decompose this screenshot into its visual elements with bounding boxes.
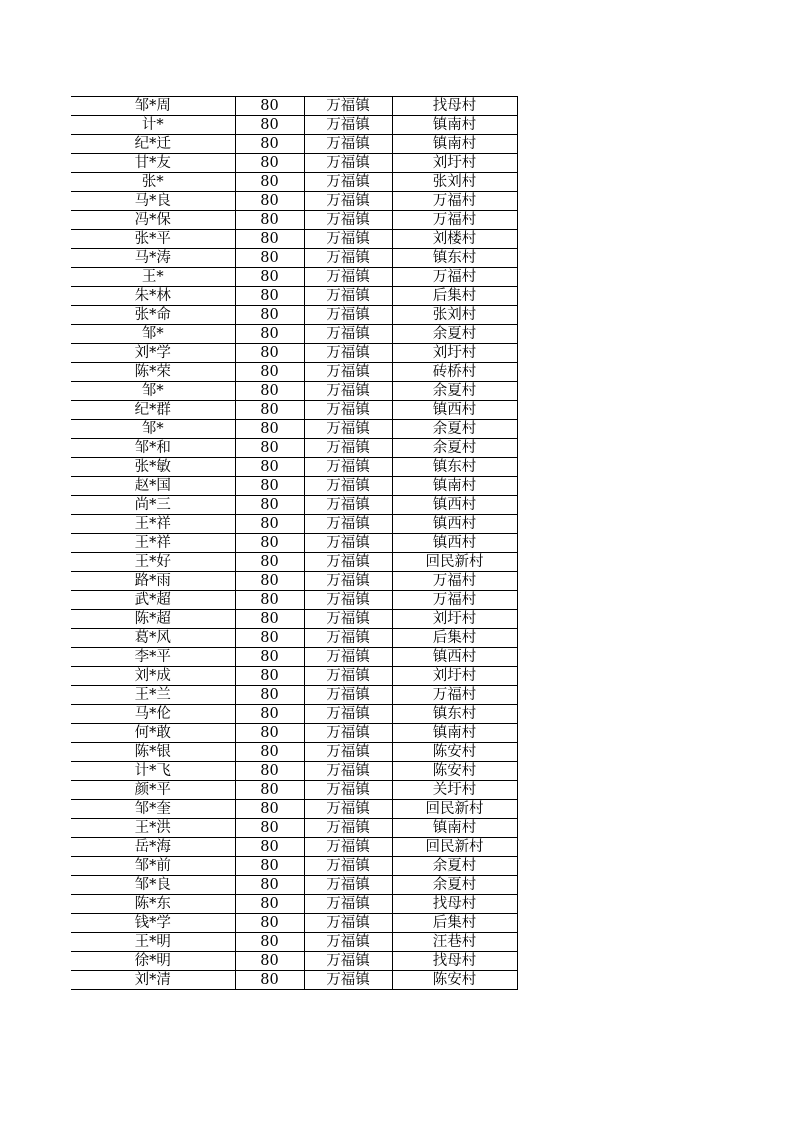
table-row: [71, 420, 517, 439]
table-row: [71, 743, 517, 762]
village-cell: 镇南村: [392, 116, 517, 135]
town-cell: 万福镇: [304, 705, 392, 724]
amount-cell: 80: [235, 230, 304, 249]
town-cell: 万福镇: [304, 781, 392, 800]
town-cell: 万福镇: [304, 610, 392, 629]
amount-cell: 80: [235, 591, 304, 610]
village-cell: 张刘村: [392, 306, 517, 325]
table-row: [71, 477, 517, 496]
town-cell: 万福镇: [304, 401, 392, 420]
amount-cell: 80: [235, 363, 304, 382]
amount-cell: 80: [235, 287, 304, 306]
town-cell: 万福镇: [304, 952, 392, 971]
table-row: [71, 135, 517, 154]
town-cell: 万福镇: [304, 458, 392, 477]
name-cell: 张*平: [71, 230, 235, 249]
amount-cell: 80: [235, 97, 304, 116]
amount-cell: 80: [235, 534, 304, 553]
name-cell: 陈*银: [71, 743, 235, 762]
name-cell: 刘*学: [71, 344, 235, 363]
town-cell: 万福镇: [304, 724, 392, 743]
village-cell: 余夏村: [392, 857, 517, 876]
town-cell: 万福镇: [304, 895, 392, 914]
village-cell: 余夏村: [392, 876, 517, 895]
town-cell: 万福镇: [304, 325, 392, 344]
amount-cell: 80: [235, 306, 304, 325]
town-cell: 万福镇: [304, 344, 392, 363]
village-cell: 找母村: [392, 97, 517, 116]
name-cell: 朱*林: [71, 287, 235, 306]
village-cell: 汪巷村: [392, 933, 517, 952]
name-cell: 徐*明: [71, 952, 235, 971]
table-row: [71, 895, 517, 914]
table-row: [71, 515, 517, 534]
amount-cell: 80: [235, 800, 304, 819]
amount-cell: 80: [235, 610, 304, 629]
village-cell: 陈安村: [392, 971, 517, 990]
name-cell: 颜*平: [71, 781, 235, 800]
name-cell: 王*好: [71, 553, 235, 572]
village-cell: 万福村: [392, 192, 517, 211]
village-cell: 后集村: [392, 629, 517, 648]
name-cell: 陈*超: [71, 610, 235, 629]
village-cell: 刘圩村: [392, 154, 517, 173]
amount-cell: 80: [235, 895, 304, 914]
table-row: [71, 705, 517, 724]
village-cell: 镇东村: [392, 249, 517, 268]
village-cell: 后集村: [392, 914, 517, 933]
village-cell: 镇西村: [392, 496, 517, 515]
town-cell: 万福镇: [304, 420, 392, 439]
town-cell: 万福镇: [304, 743, 392, 762]
village-cell: 陈安村: [392, 743, 517, 762]
amount-cell: 80: [235, 268, 304, 287]
town-cell: 万福镇: [304, 363, 392, 382]
table-row: [71, 667, 517, 686]
table-row: [71, 534, 517, 553]
name-cell: 王*: [71, 268, 235, 287]
table-row: [71, 629, 517, 648]
name-cell: 钱*学: [71, 914, 235, 933]
amount-cell: 80: [235, 135, 304, 154]
village-cell: 万福村: [392, 686, 517, 705]
village-cell: 镇南村: [392, 477, 517, 496]
town-cell: 万福镇: [304, 135, 392, 154]
town-cell: 万福镇: [304, 686, 392, 705]
village-cell: 镇东村: [392, 458, 517, 477]
town-cell: 万福镇: [304, 477, 392, 496]
village-cell: 万福村: [392, 211, 517, 230]
name-cell: 王*明: [71, 933, 235, 952]
amount-cell: 80: [235, 344, 304, 363]
village-cell: 万福村: [392, 572, 517, 591]
table-row: [71, 971, 517, 990]
amount-cell: 80: [235, 838, 304, 857]
name-cell: 刘*清: [71, 971, 235, 990]
table-row: [71, 249, 517, 268]
table-row: [71, 401, 517, 420]
village-cell: 回民新村: [392, 838, 517, 857]
table-row: [71, 325, 517, 344]
table-row: [71, 857, 517, 876]
name-cell: 尚*三: [71, 496, 235, 515]
name-cell: 王*祥: [71, 515, 235, 534]
table-row: [71, 572, 517, 591]
table-row: [71, 724, 517, 743]
village-cell: 镇南村: [392, 135, 517, 154]
table-row: [71, 610, 517, 629]
table-row: [71, 211, 517, 230]
town-cell: 万福镇: [304, 534, 392, 553]
amount-cell: 80: [235, 477, 304, 496]
table-body: [71, 97, 517, 990]
table-row: [71, 838, 517, 857]
name-cell: 邹*和: [71, 439, 235, 458]
town-cell: 万福镇: [304, 230, 392, 249]
amount-cell: 80: [235, 553, 304, 572]
town-cell: 万福镇: [304, 857, 392, 876]
name-cell: 李*平: [71, 648, 235, 667]
village-cell: 刘圩村: [392, 344, 517, 363]
amount-cell: 80: [235, 458, 304, 477]
village-cell: 余夏村: [392, 420, 517, 439]
name-cell: 张*敏: [71, 458, 235, 477]
village-cell: 镇西村: [392, 401, 517, 420]
town-cell: 万福镇: [304, 648, 392, 667]
table-row: [71, 154, 517, 173]
town-cell: 万福镇: [304, 838, 392, 857]
village-cell: 陈安村: [392, 762, 517, 781]
village-cell: 镇西村: [392, 515, 517, 534]
amount-cell: 80: [235, 211, 304, 230]
amount-cell: 80: [235, 781, 304, 800]
amount-cell: 80: [235, 971, 304, 990]
name-cell: 陈*东: [71, 895, 235, 914]
town-cell: 万福镇: [304, 306, 392, 325]
amount-cell: 80: [235, 515, 304, 534]
town-cell: 万福镇: [304, 553, 392, 572]
village-cell: 余夏村: [392, 439, 517, 458]
name-cell: 冯*保: [71, 211, 235, 230]
amount-cell: 80: [235, 439, 304, 458]
town-cell: 万福镇: [304, 591, 392, 610]
name-cell: 计*飞: [71, 762, 235, 781]
village-cell: 回民新村: [392, 800, 517, 819]
village-cell: 刘圩村: [392, 667, 517, 686]
name-cell: 岳*海: [71, 838, 235, 857]
town-cell: 万福镇: [304, 933, 392, 952]
town-cell: 万福镇: [304, 192, 392, 211]
name-cell: 邹*奎: [71, 800, 235, 819]
town-cell: 万福镇: [304, 572, 392, 591]
village-cell: 回民新村: [392, 553, 517, 572]
amount-cell: 80: [235, 857, 304, 876]
table-row: [71, 192, 517, 211]
village-cell: 找母村: [392, 952, 517, 971]
name-cell: 甘*友: [71, 154, 235, 173]
name-cell: 张*命: [71, 306, 235, 325]
town-cell: 万福镇: [304, 667, 392, 686]
table-row: [71, 800, 517, 819]
table-row: [71, 344, 517, 363]
name-cell: 陈*荣: [71, 363, 235, 382]
name-cell: 邹*良: [71, 876, 235, 895]
amount-cell: 80: [235, 952, 304, 971]
amount-cell: 80: [235, 724, 304, 743]
name-cell: 何*敢: [71, 724, 235, 743]
village-cell: 后集村: [392, 287, 517, 306]
town-cell: 万福镇: [304, 629, 392, 648]
town-cell: 万福镇: [304, 439, 392, 458]
village-cell: 刘圩村: [392, 610, 517, 629]
name-cell: 邹*: [71, 382, 235, 401]
amount-cell: 80: [235, 819, 304, 838]
name-cell: 邹*: [71, 325, 235, 344]
amount-cell: 80: [235, 401, 304, 420]
town-cell: 万福镇: [304, 97, 392, 116]
village-cell: 余夏村: [392, 382, 517, 401]
table-row: [71, 173, 517, 192]
table-row: [71, 496, 517, 515]
table-row: [71, 439, 517, 458]
amount-cell: 80: [235, 667, 304, 686]
name-cell: 计*: [71, 116, 235, 135]
amount-cell: 80: [235, 154, 304, 173]
town-cell: 万福镇: [304, 515, 392, 534]
name-cell: 马*伦: [71, 705, 235, 724]
name-cell: 邹*: [71, 420, 235, 439]
table-row: [71, 268, 517, 287]
village-cell: 找母村: [392, 895, 517, 914]
table-row: [71, 819, 517, 838]
table-row: [71, 116, 517, 135]
amount-cell: 80: [235, 914, 304, 933]
amount-cell: 80: [235, 496, 304, 515]
town-cell: 万福镇: [304, 173, 392, 192]
amount-cell: 80: [235, 705, 304, 724]
amount-cell: 80: [235, 249, 304, 268]
table-row: [71, 686, 517, 705]
name-cell: 邹*周: [71, 97, 235, 116]
town-cell: 万福镇: [304, 211, 392, 230]
table-row: [71, 876, 517, 895]
amount-cell: 80: [235, 173, 304, 192]
name-cell: 纪*迁: [71, 135, 235, 154]
table-row: [71, 914, 517, 933]
table-row: [71, 952, 517, 971]
town-cell: 万福镇: [304, 268, 392, 287]
table-row: [71, 458, 517, 477]
table-row: [71, 97, 517, 116]
table-row: [71, 591, 517, 610]
town-cell: 万福镇: [304, 154, 392, 173]
name-cell: 路*雨: [71, 572, 235, 591]
table-row: [71, 648, 517, 667]
name-cell: 赵*国: [71, 477, 235, 496]
town-cell: 万福镇: [304, 819, 392, 838]
village-cell: 镇南村: [392, 724, 517, 743]
village-cell: 镇东村: [392, 705, 517, 724]
town-cell: 万福镇: [304, 287, 392, 306]
amount-cell: 80: [235, 762, 304, 781]
village-cell: 万福村: [392, 591, 517, 610]
amount-cell: 80: [235, 933, 304, 952]
table-row: [71, 382, 517, 401]
amount-cell: 80: [235, 876, 304, 895]
table-row: [71, 306, 517, 325]
table-row: [71, 287, 517, 306]
data-table: [71, 96, 518, 990]
name-cell: 刘*成: [71, 667, 235, 686]
town-cell: 万福镇: [304, 116, 392, 135]
amount-cell: 80: [235, 686, 304, 705]
town-cell: 万福镇: [304, 249, 392, 268]
table-row: [71, 363, 517, 382]
name-cell: 葛*风: [71, 629, 235, 648]
amount-cell: 80: [235, 382, 304, 401]
town-cell: 万福镇: [304, 876, 392, 895]
name-cell: 马*良: [71, 192, 235, 211]
amount-cell: 80: [235, 420, 304, 439]
village-cell: 砖桥村: [392, 363, 517, 382]
amount-cell: 80: [235, 629, 304, 648]
amount-cell: 80: [235, 116, 304, 135]
village-cell: 镇西村: [392, 648, 517, 667]
village-cell: 万福村: [392, 268, 517, 287]
table-row: [71, 553, 517, 572]
town-cell: 万福镇: [304, 971, 392, 990]
village-cell: 镇西村: [392, 534, 517, 553]
name-cell: 张*: [71, 173, 235, 192]
name-cell: 武*超: [71, 591, 235, 610]
amount-cell: 80: [235, 192, 304, 211]
table-row: [71, 230, 517, 249]
name-cell: 王*兰: [71, 686, 235, 705]
table-row: [71, 933, 517, 952]
table-row: [71, 762, 517, 781]
amount-cell: 80: [235, 743, 304, 762]
amount-cell: 80: [235, 648, 304, 667]
table-row: [71, 781, 517, 800]
town-cell: 万福镇: [304, 914, 392, 933]
town-cell: 万福镇: [304, 496, 392, 515]
village-cell: 镇南村: [392, 819, 517, 838]
amount-cell: 80: [235, 572, 304, 591]
amount-cell: 80: [235, 325, 304, 344]
name-cell: 王*洪: [71, 819, 235, 838]
name-cell: 邹*前: [71, 857, 235, 876]
village-cell: 关圩村: [392, 781, 517, 800]
village-cell: 张刘村: [392, 173, 517, 192]
town-cell: 万福镇: [304, 382, 392, 401]
name-cell: 纪*群: [71, 401, 235, 420]
village-cell: 刘楼村: [392, 230, 517, 249]
village-cell: 余夏村: [392, 325, 517, 344]
town-cell: 万福镇: [304, 762, 392, 781]
name-cell: 马*涛: [71, 249, 235, 268]
name-cell: 王*祥: [71, 534, 235, 553]
town-cell: 万福镇: [304, 800, 392, 819]
